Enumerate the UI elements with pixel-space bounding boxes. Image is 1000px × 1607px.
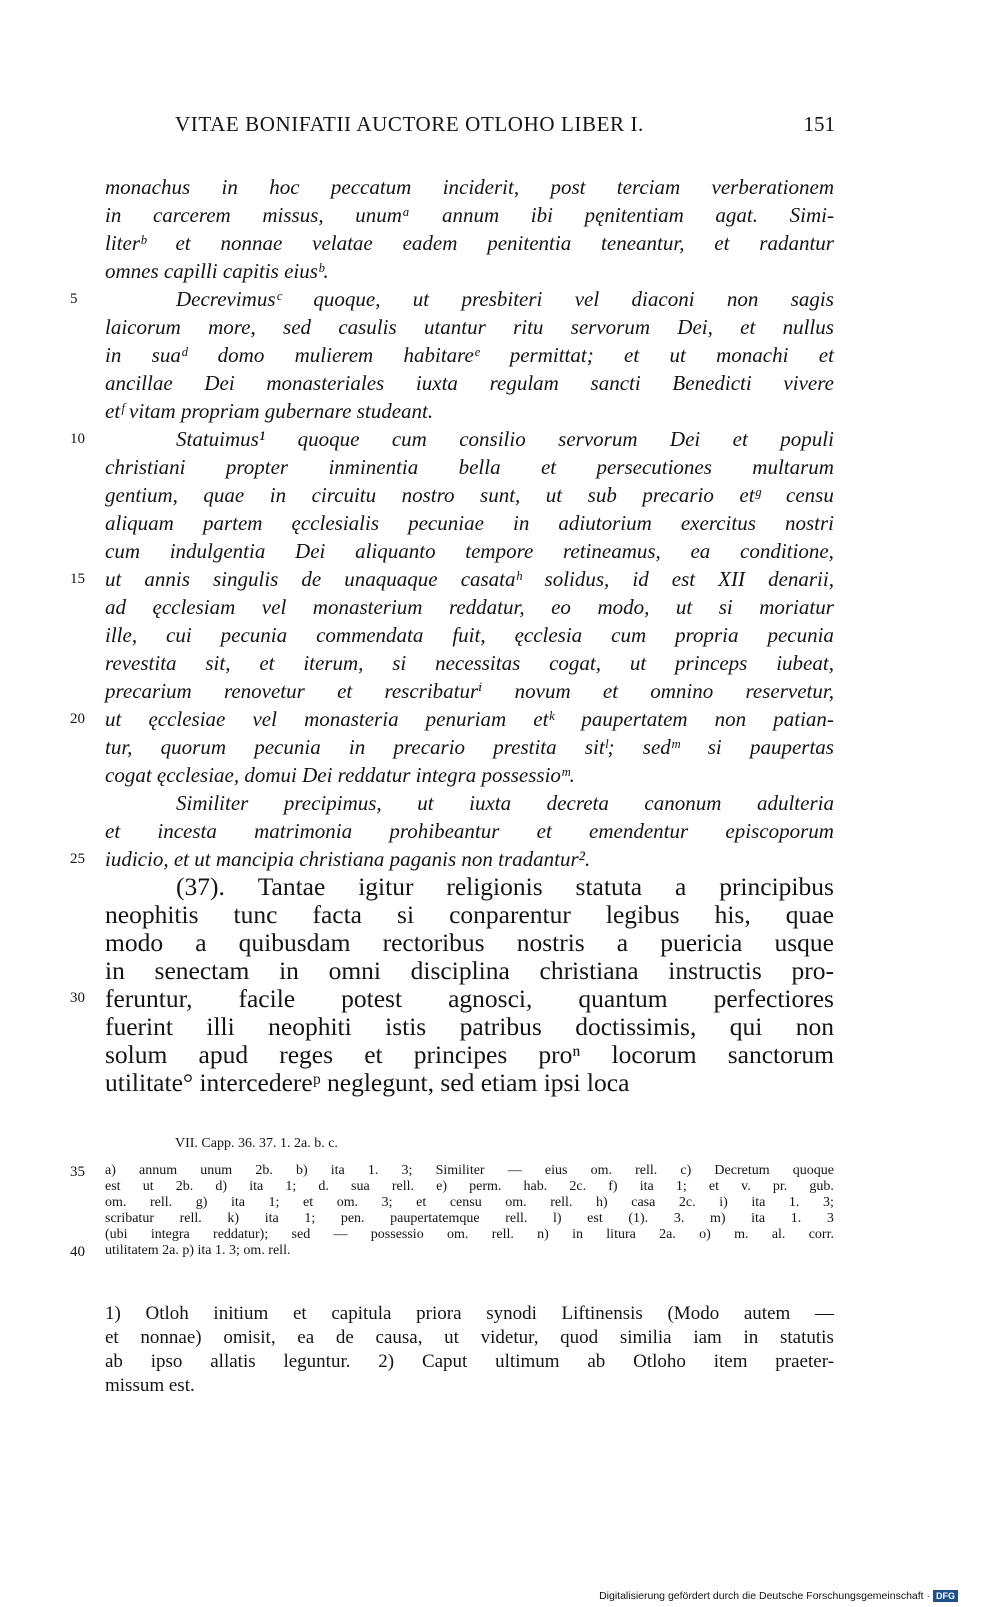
text-line: Statuimus¹ quoque cum consilio servorum Dei et populi	[176, 427, 834, 451]
digitization-credit	[599, 1590, 958, 1602]
text-line: precarium renovetur et rescribaturⁱ novum et omnino reservetur,	[105, 679, 834, 703]
apparatus-sigla: VII. Capp. 36. 37. 1. 2a. b. c.	[175, 1136, 338, 1151]
apparatus-line: utilitatem 2a. p) ita 1. 3; om. rell.	[105, 1243, 291, 1258]
page-number: 151	[803, 112, 835, 136]
text-line: tur, quorum pecunia in precario prestita sitˡ; sedᵐ si paupertas	[105, 735, 834, 759]
text-line: (37). Tantae igitur religionis statuta a principibus	[176, 872, 834, 901]
footnote-line: 1) Otloh initium et capitula priora synodi Liftinensis (Modo autem —	[105, 1303, 834, 1324]
text-line: laicorum more, sed casulis utantur ritu servorum Dei, et nullus	[105, 315, 834, 339]
text-line: omnes capilli capitis eiusᵇ.	[105, 259, 329, 283]
text-line: ut annis singulis de unaquaque casataʰ solidus, id est XII denarii,	[105, 567, 834, 591]
text-line: ille, cui pecunia commendata fuit, ęcclesia cum propria pecunia	[105, 623, 834, 647]
text-line: iudicio, et ut mancipia christiana paganis non tradantur².	[105, 847, 591, 871]
line-number: 25	[70, 851, 85, 867]
line-number: 30	[70, 990, 85, 1006]
text-line: ut ęcclesiae vel monasteria penuriam etᵏ paupertatem non patian-	[105, 707, 834, 731]
text-line: revestita sit, et iterum, si necessitas cogat, ut princeps iubeat,	[105, 651, 834, 675]
apparatus-line: scribatur rell. k) ita 1; pen. paupertatemque rell. l) est (1). 3. m) ita 1. 3	[105, 1211, 834, 1226]
apparatus-line: (ubi integra reddatur); sed — possessio om. rell. n) in litura 2a. o) m. al. corr.	[105, 1227, 834, 1242]
text-line: etᶠ vitam propriam gubernare studeant.	[105, 399, 434, 423]
text-line: in suaᵈ domo mulierem habitareᵉ permittat; et ut monachi et	[105, 343, 834, 367]
text-line: literᵇ et nonnae velatae eadem penitentia teneantur, et radantur	[105, 231, 834, 255]
text-line: in senectam in omni disciplina christiana instructis pro-	[105, 956, 834, 985]
apparatus-line: om. rell. g) ita 1; et om. 3; et censu om. rell. h) casa 2c. i) ita 1. 3;	[105, 1195, 834, 1210]
text-line: Similiter precipimus, ut iuxta decreta canonum adulteria	[176, 791, 834, 815]
text-line: Decrevimusᶜ quoque, ut presbiteri vel diaconi non sagis	[176, 287, 834, 311]
footnote-line: ab ipso allatis leguntur. 2) Caput ultimum ab Otloho item praeter-	[105, 1351, 834, 1372]
text-line: cum indulgentia Dei aliquanto tempore retineamus, ea conditione,	[105, 539, 834, 563]
footnote-line: missum est.	[105, 1375, 195, 1396]
text-line: in carcerem missus, unumᵃ annum ibi pęnitentiam agat. Simi-	[105, 203, 834, 227]
footnote-line: et nonnae) omisit, ea de causa, ut videtur, quod similia iam in statutis	[105, 1327, 834, 1348]
apparatus-line: a) annum unum 2b. b) ita 1. 3; Similiter — eius om. rell. c) Decretum quoque	[105, 1163, 834, 1178]
text-line: solum apud reges et principes proⁿ locorum sanctorum	[105, 1040, 834, 1069]
text-line: et incesta matrimonia prohibeantur et emendentur episcoporum	[105, 819, 834, 843]
text-line: ancillae Dei monasteriales iuxta regulam sancti Benedicti vivere	[105, 371, 834, 395]
text-line: cogat ęcclesiae, domui Dei reddatur integra possessioᵐ.	[105, 763, 575, 787]
line-number: 10	[70, 431, 85, 447]
running-header	[175, 112, 835, 142]
running-title: VITAE BONIFATII AUCTORE OTLOHO LIBER I.	[175, 112, 644, 136]
text-line: fuerint illi neophiti istis patribus doctissimis, qui non	[105, 1012, 834, 1041]
text-line: modo a quibusdam rectoribus nostris a puericia usque	[105, 928, 834, 957]
text-line: ad ęcclesiam vel monasterium reddatur, eo modo, ut si moriatur	[105, 595, 834, 619]
text-line: feruntur, facile potest agnosci, quantum perfectiores	[105, 984, 834, 1013]
line-number: 20	[70, 711, 85, 727]
text-line: neophitis tunc facta si conparentur legibus his, quae	[105, 900, 834, 929]
line-number: 35	[70, 1164, 85, 1180]
text-line: aliquam partem ęcclesialis pecuniae in adiutorium exercitus nostri	[105, 511, 834, 535]
text-line: christiani propter inminentia bella et persecutiones multarum	[105, 455, 834, 479]
text-line: monachus in hoc peccatum inciderit, post terciam verberationem	[105, 175, 834, 199]
line-number: 5	[70, 291, 78, 307]
text-line: utilitate° intercedereᵖ neglegunt, sed etiam ipsi loca	[105, 1068, 630, 1097]
dfg-logo: DFG	[933, 1590, 958, 1602]
line-number: 40	[70, 1244, 85, 1260]
line-number: 15	[70, 571, 85, 587]
credit-text: Digitalisierung gefördert durch die Deutsche Forschungsgemeinschaft ·	[599, 1590, 930, 1602]
text-line: gentium, quae in circuitu nostro sunt, ut sub precario etᵍ censu	[105, 483, 834, 507]
apparatus-line: est ut 2b. d) ita 1; d. sua rell. e) perm. hab. 2c. f) ita 1; et v. pr. gub.	[105, 1179, 834, 1194]
